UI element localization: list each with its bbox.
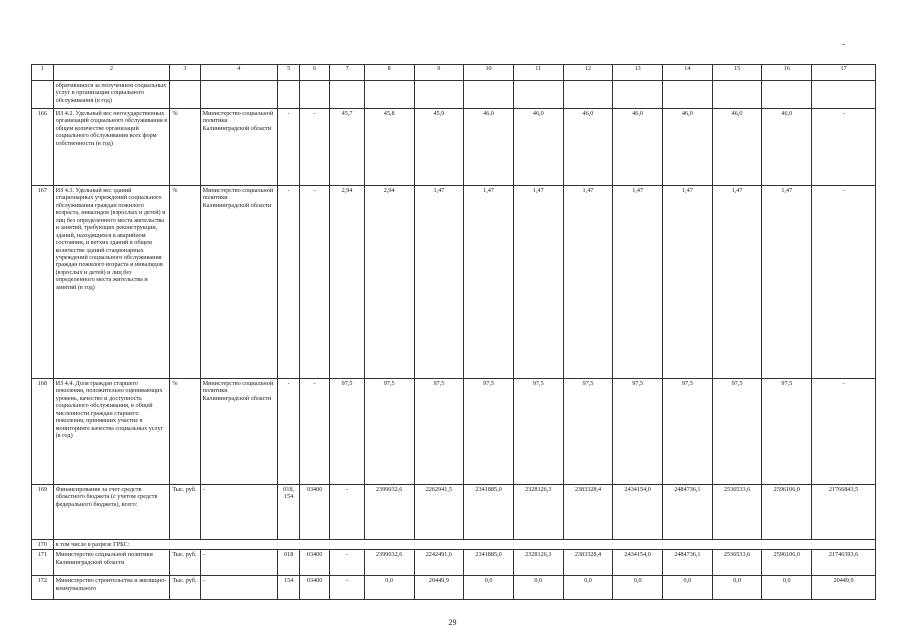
value-cell <box>364 81 414 109</box>
table-row <box>32 109 876 186</box>
value-cell: 20449,9 <box>812 576 876 600</box>
row-number <box>32 81 54 109</box>
header-cell: 16 <box>762 65 812 81</box>
table-row <box>32 540 876 550</box>
value-cell <box>278 81 300 109</box>
value-cell: 2383328,4 <box>563 550 613 576</box>
section-caption: в том числе в разрезе ГРБС: <box>53 540 875 550</box>
ministry-cell: Министерство социальной политики Калининградской области <box>200 109 278 186</box>
value-cell: 2434154,0 <box>613 550 663 576</box>
value-cell: - <box>812 186 876 379</box>
indicator-name: ИЗ 4.4. Доля граждан старшего поколения, положительно оценивающих уровень, качество и доступность социального обслуживания, в общей численности граждан старшего поколения, принявших участие в мониторинге качества социальных услуг (в год) <box>53 379 170 485</box>
value-cell: % <box>170 379 200 485</box>
value-cell: 46,0 <box>613 109 663 186</box>
value-cell: 97,5 <box>762 379 812 485</box>
value-cell: 46,0 <box>464 109 514 186</box>
value-cell: 2,94 <box>364 186 414 379</box>
value-cell: 154 <box>278 576 300 600</box>
value-cell: 1,47 <box>663 186 713 379</box>
value-cell: 97,5 <box>513 379 563 485</box>
value-cell: % <box>170 186 200 379</box>
value-cell <box>712 81 762 109</box>
ministry-cell: - <box>200 550 278 576</box>
value-cell: - <box>330 576 365 600</box>
value-cell: - <box>278 186 300 379</box>
header-cell: 5 <box>278 65 300 81</box>
table-row <box>32 576 876 600</box>
value-cell: 46,0 <box>563 109 613 186</box>
indicator-name: Финансирование за счет средств областного бюджета (с учетом средств федерального бюджета), всего: <box>53 485 170 540</box>
value-cell: - <box>278 109 300 186</box>
value-cell: 0,0 <box>712 576 762 600</box>
value-cell: 2399032,6 <box>364 485 414 540</box>
header-cell: 11 <box>513 65 563 81</box>
value-cell: - <box>812 379 876 485</box>
value-cell <box>812 81 876 109</box>
value-cell: 1,47 <box>712 186 762 379</box>
value-cell <box>563 81 613 109</box>
value-cell: 97,5 <box>712 379 762 485</box>
value-cell: 97,5 <box>330 379 365 485</box>
value-cell <box>464 81 514 109</box>
value-cell: 45,9 <box>414 109 464 186</box>
value-cell: - <box>278 379 300 485</box>
indicator-name: обратившихся за получением социальных услуг в организации социального обслуживания (в год) <box>53 81 170 109</box>
value-cell: 2242491,6 <box>414 550 464 576</box>
value-cell: - <box>299 109 329 186</box>
value-cell: 45,7 <box>330 109 365 186</box>
value-cell: 2383328,4 <box>563 485 613 540</box>
value-cell: 21746393,6 <box>812 550 876 576</box>
row-number: 172 <box>32 576 54 600</box>
header-cell: 13 <box>613 65 663 81</box>
value-cell: % <box>170 109 200 186</box>
header-cell: 15 <box>712 65 762 81</box>
value-cell: 1,47 <box>762 186 812 379</box>
table-row <box>32 186 876 379</box>
scan-mark <box>842 44 845 45</box>
header-cell: 17 <box>812 65 876 81</box>
row-number: 166 <box>32 109 54 186</box>
value-cell: 2341885,0 <box>464 485 514 540</box>
value-cell: 2399032,6 <box>364 550 414 576</box>
header-row <box>32 65 876 81</box>
table-row <box>32 379 876 485</box>
header-cell: 6 <box>299 65 329 81</box>
ministry-cell <box>200 81 278 109</box>
header-cell: 12 <box>563 65 613 81</box>
row-number: 168 <box>32 379 54 485</box>
value-cell: 0,0 <box>513 576 563 600</box>
value-cell: 1,47 <box>613 186 663 379</box>
value-cell: 2328126,3 <box>513 550 563 576</box>
ministry-cell: - <box>200 485 278 540</box>
value-cell: 2596106,0 <box>762 550 812 576</box>
value-cell: - <box>330 485 365 540</box>
value-cell: 46,0 <box>712 109 762 186</box>
page-number: 29 <box>448 618 457 627</box>
value-cell: 03400 <box>299 550 329 576</box>
row-number: 169 <box>32 485 54 540</box>
value-cell: 0,0 <box>663 576 713 600</box>
value-cell: - <box>299 379 329 485</box>
value-cell: 1,47 <box>513 186 563 379</box>
value-cell: - <box>330 550 365 576</box>
value-cell: 2328126,3 <box>513 485 563 540</box>
value-cell: 97,5 <box>563 379 613 485</box>
value-cell: 2536533,6 <box>712 485 762 540</box>
value-cell: Тыс. руб. <box>170 576 200 600</box>
indicator-name: ИЗ 4.2. Удельный вес негосударственных организаций социального обслуживания в общем количестве организаций социального обслуживания всех форм собственности (в год) <box>53 109 170 186</box>
value-cell <box>299 81 329 109</box>
table-row <box>32 81 876 109</box>
value-cell: 0,0 <box>762 576 812 600</box>
header-cell: 3 <box>170 65 200 81</box>
value-cell: - <box>812 109 876 186</box>
value-cell: 1,47 <box>414 186 464 379</box>
value-cell <box>762 81 812 109</box>
value-cell: 21766843,5 <box>812 485 876 540</box>
indicator-name: Министерство социальной политики Калининградской области <box>53 550 170 576</box>
indicators-table <box>31 64 876 600</box>
header-cell: 8 <box>364 65 414 81</box>
header-cell: 7 <box>330 65 365 81</box>
value-cell: - <box>299 186 329 379</box>
value-cell: 03400 <box>299 576 329 600</box>
value-cell: 97,5 <box>414 379 464 485</box>
value-cell: 2341885,0 <box>464 550 514 576</box>
value-cell: 97,5 <box>464 379 514 485</box>
value-cell: 0,0 <box>464 576 514 600</box>
value-cell: 03400 <box>299 485 329 540</box>
value-cell: 2,94 <box>330 186 365 379</box>
row-number: 170 <box>32 540 54 550</box>
row-number: 167 <box>32 186 54 379</box>
value-cell: 2596106,0 <box>762 485 812 540</box>
header-cell: 2 <box>53 65 170 81</box>
value-cell: 0,0 <box>364 576 414 600</box>
ministry-cell: - <box>200 576 278 600</box>
value-cell <box>330 81 365 109</box>
table-row <box>32 485 876 540</box>
value-cell: Тыс. руб. <box>170 550 200 576</box>
value-cell: 1,47 <box>563 186 613 379</box>
value-cell: 018 <box>278 550 300 576</box>
ministry-cell: Министерство социальной политики Калининградской области <box>200 186 278 379</box>
value-cell <box>170 81 200 109</box>
value-cell: 2536533,6 <box>712 550 762 576</box>
value-cell <box>513 81 563 109</box>
header-cell: 14 <box>663 65 713 81</box>
value-cell: 97,5 <box>613 379 663 485</box>
indicator-name: Министерство строительства и жилищно-коммунального <box>53 576 170 600</box>
value-cell: 46,0 <box>663 109 713 186</box>
table-body <box>32 65 876 600</box>
value-cell <box>613 81 663 109</box>
header-cell: 10 <box>464 65 514 81</box>
value-cell: 2484736,1 <box>663 485 713 540</box>
value-cell: 46,0 <box>513 109 563 186</box>
value-cell: 20449,9 <box>414 576 464 600</box>
value-cell <box>414 81 464 109</box>
value-cell <box>663 81 713 109</box>
value-cell: 2484736,1 <box>663 550 713 576</box>
indicator-name: ИЗ 4.3. Удельный вес зданий стационарных учреждений социального обслуживания граждан пожилого возраста, инвалидов (взрослых и детей) и лиц без определенного места жительства и занятий, требующих реконструкции, зданий, находящихся в аварийном состоянии, и ветхих зданий в общем количестве зданий стационарных учреждений социального обслуживания граждан пожилого возраста и инвалидов (взрослых и детей) и лиц без определенного места жительства и занятий (в год) <box>53 186 170 379</box>
value-cell: 97,5 <box>663 379 713 485</box>
row-number: 171 <box>32 550 54 576</box>
value-cell: 45,8 <box>364 109 414 186</box>
table-row <box>32 550 876 576</box>
ministry-cell: Министерство социальной политики Калининградской области <box>200 379 278 485</box>
header-cell: 9 <box>414 65 464 81</box>
value-cell: 46,0 <box>762 109 812 186</box>
value-cell: 2434154,0 <box>613 485 663 540</box>
value-cell: 2262941,5 <box>414 485 464 540</box>
value-cell: 1,47 <box>464 186 514 379</box>
value-cell: Тыс. руб. <box>170 485 200 540</box>
value-cell: 97,5 <box>364 379 414 485</box>
header-cell: 1 <box>32 65 54 81</box>
header-cell: 4 <box>200 65 278 81</box>
value-cell: 0,0 <box>563 576 613 600</box>
value-cell: 018, 154 <box>278 485 300 540</box>
value-cell: 0,0 <box>613 576 663 600</box>
